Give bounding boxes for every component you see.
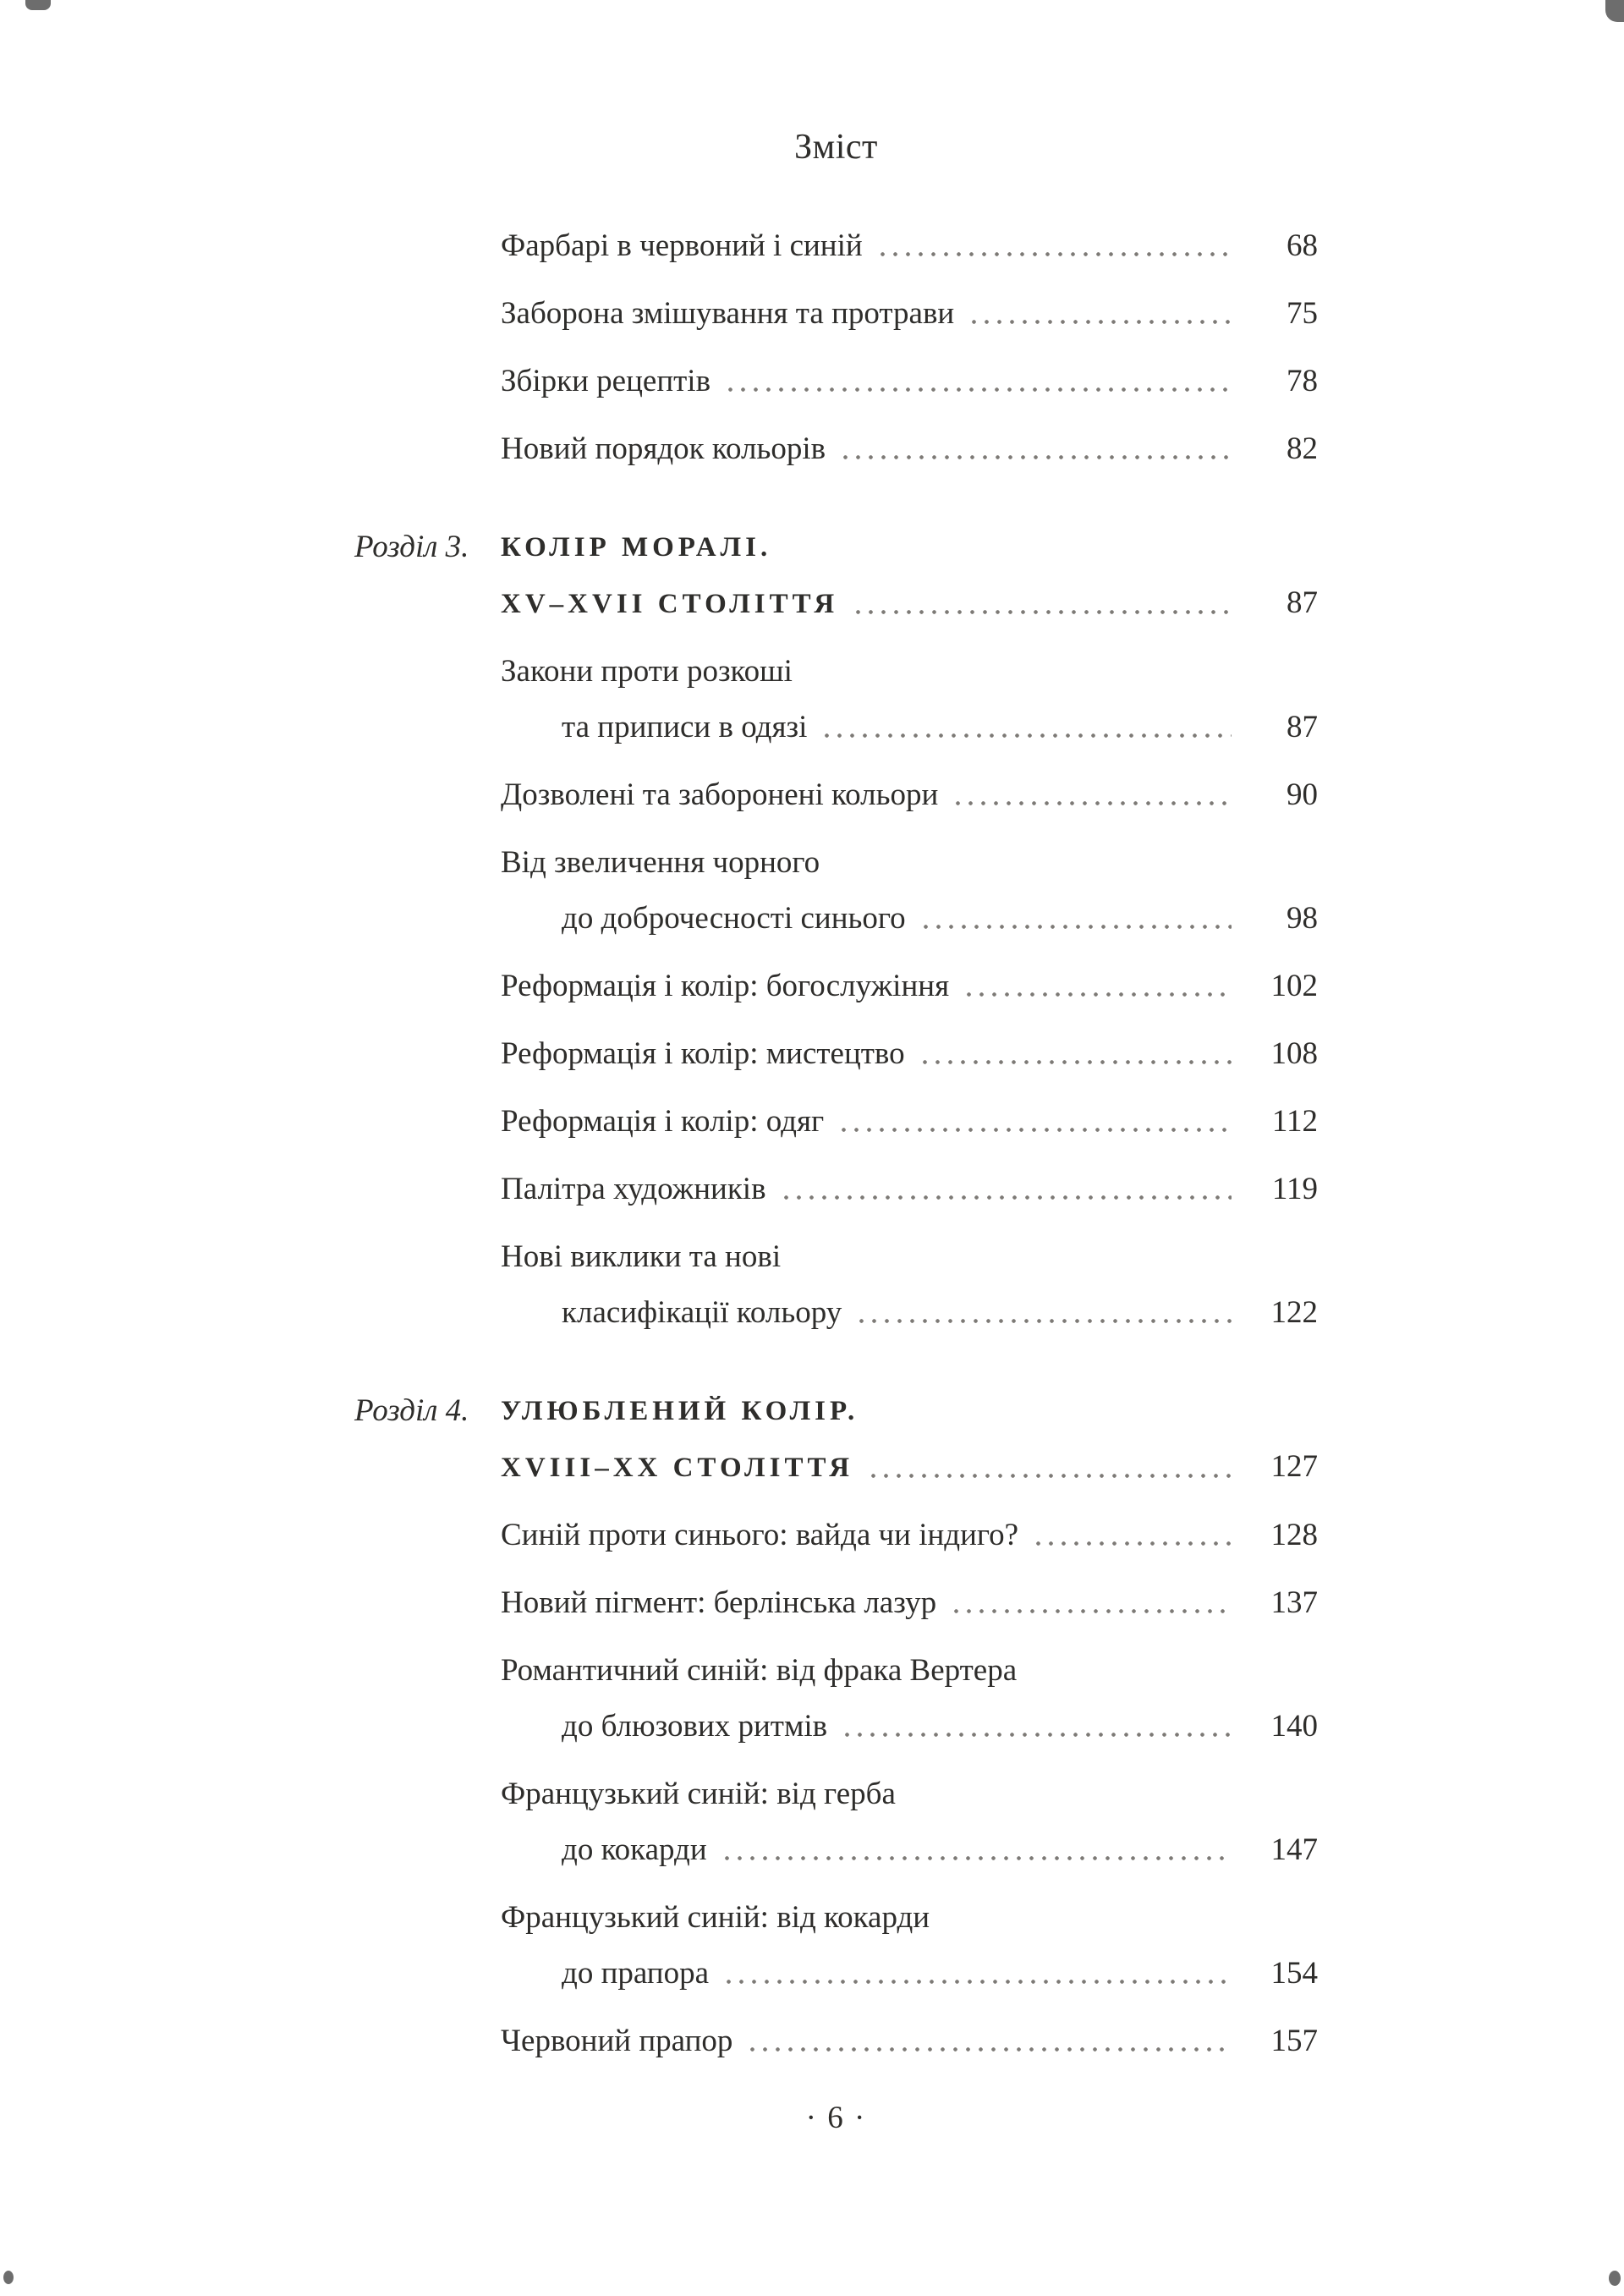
entry-text: до прапора [562,1956,710,1991]
entry-page-number: 140 [1270,1709,1318,1744]
toc-entry-line [501,421,1318,477]
dotted-leader [919,1060,1232,1064]
dotted-leader [855,1319,1232,1323]
entry-page-number: 108 [1270,1036,1318,1071]
toc-entry-line [501,1285,1318,1341]
entry-text: Реформація і колір: богослужіння [501,969,950,1003]
entry-text: Від звеличення чорного [501,845,820,880]
toc-entry-line [501,519,1318,575]
entry-text: КОЛІР МОРАЛІ. [501,532,772,563]
entry-page-number: 157 [1270,2024,1318,2058]
toc-entry-line [501,891,1318,947]
toc-entry [354,1026,1318,1082]
toc-entry [354,2013,1318,2069]
toc-entry-line [501,700,1318,755]
scan-artifact-bottom-right [1609,2271,1621,2286]
dotted-leader [837,1128,1232,1132]
dotted-leader [876,252,1232,256]
toc-entry-line [501,1766,1318,1822]
toc-entry [354,767,1318,823]
toc-entry [354,1508,1318,1563]
toc-entry-line [501,1575,1318,1631]
entry-text: XV–XVII СТОЛІТТЯ [501,589,839,619]
toc-entry-line [501,767,1318,823]
entry-page-number: 119 [1271,1172,1318,1206]
dotted-leader [841,1733,1232,1737]
entry-text: Реформація і колір: мистецтво [501,1036,905,1071]
toc-entry-line [501,835,1318,891]
dotted-leader [919,925,1232,929]
entry-text: Новий пігмент: берлінська лазур [501,1585,937,1620]
entry-text: Фарбарі в червоний і синій [501,228,863,263]
dotted-leader [839,455,1232,459]
entry-text: Палітра художників [501,1172,766,1206]
toc-entry [354,835,1318,947]
entry-text: класифікації кольору [562,1295,842,1330]
dotted-leader [963,992,1232,997]
entry-text: XVIII–XX СТОЛІТТЯ [501,1453,854,1483]
entry-text: Нові виклики та нові [501,1239,782,1274]
entry-page-number: 154 [1270,1956,1318,1991]
page-content [354,0,1318,2081]
toc-entry [354,1643,1318,1755]
entry-text: Дозволені та заборонені кольори [501,777,939,812]
entry-text: Романтичний синій: від фрака Вертера [501,1653,1018,1688]
dotted-leader [724,387,1232,392]
dotted-leader [1032,1541,1232,1546]
toc-entry [354,958,1318,1014]
chapter-label: Розділ 4. [354,1393,469,1428]
dotted-leader [820,733,1232,738]
entry-page-number: 87 [1287,585,1318,620]
page-title: Зміст [794,128,878,167]
toc-entry-line [501,1162,1318,1217]
toc-entry [354,1575,1318,1631]
entry-page-number: 112 [1271,1104,1318,1139]
toc-entry [354,1229,1318,1341]
chapter-label: Розділ 3. [354,530,469,564]
entry-page-number: 87 [1287,710,1318,744]
dotted-leader [867,1474,1232,1478]
toc-entry-line [501,1229,1318,1285]
toc-entry-line [501,1026,1318,1082]
toc-entry-line [501,1890,1318,1946]
dotted-leader [852,610,1232,614]
toc-entry-line [501,1439,1318,1496]
entry-text: Заборона змішування та протрави [501,296,955,331]
toc-entry [354,644,1318,755]
toc-chapter-entry [354,519,1318,632]
entry-page-number: 147 [1270,1832,1318,1867]
page-number: · 6 · [805,2101,867,2135]
toc-entry-line [501,644,1318,700]
toc-entry-line [501,1822,1318,1878]
entry-page-number: 78 [1287,364,1318,398]
entry-text: Французький синій: від кокарди [501,1900,930,1935]
toc-entry-line [501,286,1318,342]
scan-artifact-top-left [25,0,51,10]
table-of-contents [354,218,1318,2069]
toc-entry-line [501,1643,1318,1699]
toc-entry [354,421,1318,477]
entry-page-number: 122 [1270,1295,1318,1330]
entry-page-number: 128 [1270,1518,1318,1552]
entry-text: Реформація і колір: одяг [501,1104,825,1139]
entry-page-number: 68 [1287,228,1318,263]
toc-entry-line [501,1508,1318,1563]
scan-artifact-top-right [1605,0,1624,22]
dotted-leader [746,2047,1232,2052]
toc-entry [354,1094,1318,1150]
dotted-leader [968,320,1232,324]
entry-text: до блюзових ритмів [562,1709,828,1744]
dotted-leader [950,1609,1232,1613]
entry-text: Збірки рецептів [501,364,711,398]
entry-page-number: 82 [1287,431,1318,466]
dotted-leader [952,801,1232,805]
entry-text: Синій проти синього: вайда чи індиго? [501,1518,1019,1552]
entry-text: до кокарди [562,1832,707,1867]
dotted-leader [722,1980,1232,1984]
toc-entry-line [501,354,1318,409]
entry-page-number: 127 [1270,1449,1318,1484]
scan-artifact-bottom-left [3,2271,14,2284]
toc-entry [354,1890,1318,2002]
toc-entry [354,1162,1318,1217]
entry-text: Французький синій: від герба [501,1777,896,1811]
entry-text: УЛЮБЛЕНИЙ КОЛІР. [501,1396,859,1426]
entry-page-number: 75 [1287,296,1318,331]
dotted-leader [780,1195,1232,1200]
entry-text: до доброчесності синього [562,901,906,936]
entry-page-number: 98 [1287,901,1318,936]
entry-text: Закони проти розкоші [501,654,793,689]
toc-entry [354,1766,1318,1878]
entry-text: Червоний прапор [501,2024,733,2058]
toc-entry-line [501,1383,1318,1439]
toc-entry-line [501,218,1318,274]
entry-page-number: 102 [1270,969,1318,1003]
toc-entry-line [501,958,1318,1014]
entry-text: та приписи в одязі [562,710,808,744]
entry-page-number: 137 [1270,1585,1318,1620]
dotted-leader [721,1856,1232,1860]
toc-entry-line [501,575,1318,632]
entry-text: Новий порядок кольорів [501,431,826,466]
toc-entry-line [501,1094,1318,1150]
toc-entry-line [501,2013,1318,2069]
toc-entry [354,354,1318,409]
toc-entry-line [501,1946,1318,2002]
toc-entry-line [501,1699,1318,1755]
toc-chapter-entry [354,1383,1318,1496]
toc-entry [354,286,1318,342]
entry-page-number: 90 [1287,777,1318,812]
toc-entry [354,218,1318,274]
